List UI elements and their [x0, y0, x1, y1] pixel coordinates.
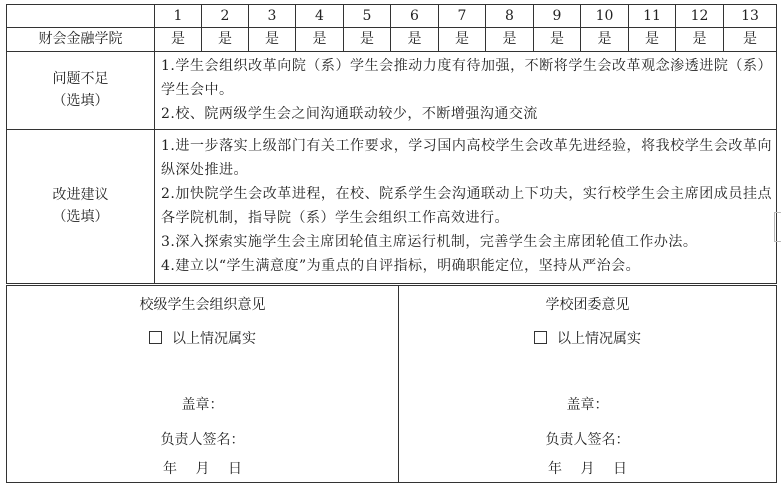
- seal-label: 盖章：: [181, 397, 224, 413]
- yes-cell: 是: [155, 28, 202, 51]
- youth-league-opinion: [399, 286, 777, 483]
- header-number: 7: [439, 5, 486, 28]
- checkbox[interactable]: [534, 331, 547, 344]
- checkbox[interactable]: [149, 331, 162, 344]
- scroll-handle[interactable]: [774, 212, 781, 242]
- problem-item: 1.学生会组织改革向院（系）学生会推动力度有待加强，不断将学生会改革观念渗透进院（系）学生会中。: [161, 58, 772, 99]
- opinion-title: 校级学生会组织意见: [139, 297, 266, 313]
- signature-label: 负责人签名：: [160, 432, 245, 448]
- suggestions-label: [7, 129, 155, 283]
- suggestions-label-title: 改进建议: [52, 186, 109, 203]
- suggestions-label-optional: （选填）: [52, 209, 109, 226]
- header-number: 13: [724, 5, 777, 28]
- yes-cell: 是: [344, 28, 391, 51]
- confirm-check-row: [7, 328, 398, 350]
- yes-cell: 是: [296, 28, 344, 51]
- suggestion-item: 4.建立以“学生满意度”为重点的自评指标，明确职能定位，坚持从严治会。: [161, 258, 641, 275]
- yes-cell: 是: [439, 28, 486, 51]
- seal-label: 盖章：: [566, 397, 609, 413]
- problems-label: [7, 51, 155, 129]
- evaluation-table: [6, 4, 777, 284]
- college-row: [7, 28, 777, 51]
- opinion-table: [6, 285, 777, 483]
- header-number: 12: [676, 5, 724, 28]
- suggestions-content: [155, 129, 777, 283]
- yes-cell: 是: [249, 28, 296, 51]
- header-number: 4: [296, 5, 344, 28]
- problems-content: [155, 51, 777, 129]
- header-number: 10: [581, 5, 629, 28]
- signature-label: 负责人签名：: [545, 432, 630, 448]
- header-number-row: [7, 5, 777, 28]
- suggestion-item: 2.加快院学生会改革进程，在校、院系学生会沟通联动上下功夫，实行校学生会主席团成员挂点各学院机制，指导院（系）学生会组织工作高效进行。: [161, 186, 772, 227]
- college-name: 财会金融学院: [7, 28, 155, 51]
- problems-row: [7, 51, 777, 129]
- suggestion-item: 1.进一步落实上级部门有关工作要求，学习国内高校学生会改革先进经验，将我校学生会改革向纵深处推进。: [161, 138, 772, 179]
- date-label: 年 月 日: [163, 461, 242, 477]
- problems-label-optional: （选填）: [52, 93, 109, 110]
- opinion-row: [7, 286, 777, 483]
- problems-label-title: 问题不足: [52, 70, 109, 87]
- yes-cell: 是: [629, 28, 676, 51]
- header-number: 6: [391, 5, 439, 28]
- yes-cell: 是: [534, 28, 581, 51]
- header-number: 2: [202, 5, 249, 28]
- header-number: 8: [486, 5, 534, 28]
- header-number: 5: [344, 5, 391, 28]
- confirm-check-row: [399, 328, 776, 350]
- school-union-opinion: [7, 286, 399, 483]
- yes-cell: 是: [676, 28, 724, 51]
- problem-item: 2.校、院两级学生会之间沟通联动较少，不断增强沟通交流: [161, 106, 538, 123]
- header-number: 1: [155, 5, 202, 28]
- suggestion-item: 3.深入探索实施学生会主席团轮值主席运行机制，完善学生会主席团轮值工作办法。: [161, 234, 698, 251]
- yes-cell: 是: [391, 28, 439, 51]
- yes-cell: 是: [724, 28, 777, 51]
- header-number: 11: [629, 5, 676, 28]
- header-number: 3: [249, 5, 296, 28]
- opinion-title: 学校团委意见: [545, 297, 630, 313]
- corner-cell: [7, 5, 155, 28]
- yes-cell: 是: [486, 28, 534, 51]
- yes-cell: 是: [581, 28, 629, 51]
- yes-cell: 是: [202, 28, 249, 51]
- date-label: 年 月 日: [548, 461, 627, 477]
- checkbox-label: 以上情况属实: [557, 331, 641, 347]
- suggestions-row: [7, 129, 777, 283]
- header-number: 9: [534, 5, 581, 28]
- checkbox-label: 以上情况属实: [172, 331, 256, 347]
